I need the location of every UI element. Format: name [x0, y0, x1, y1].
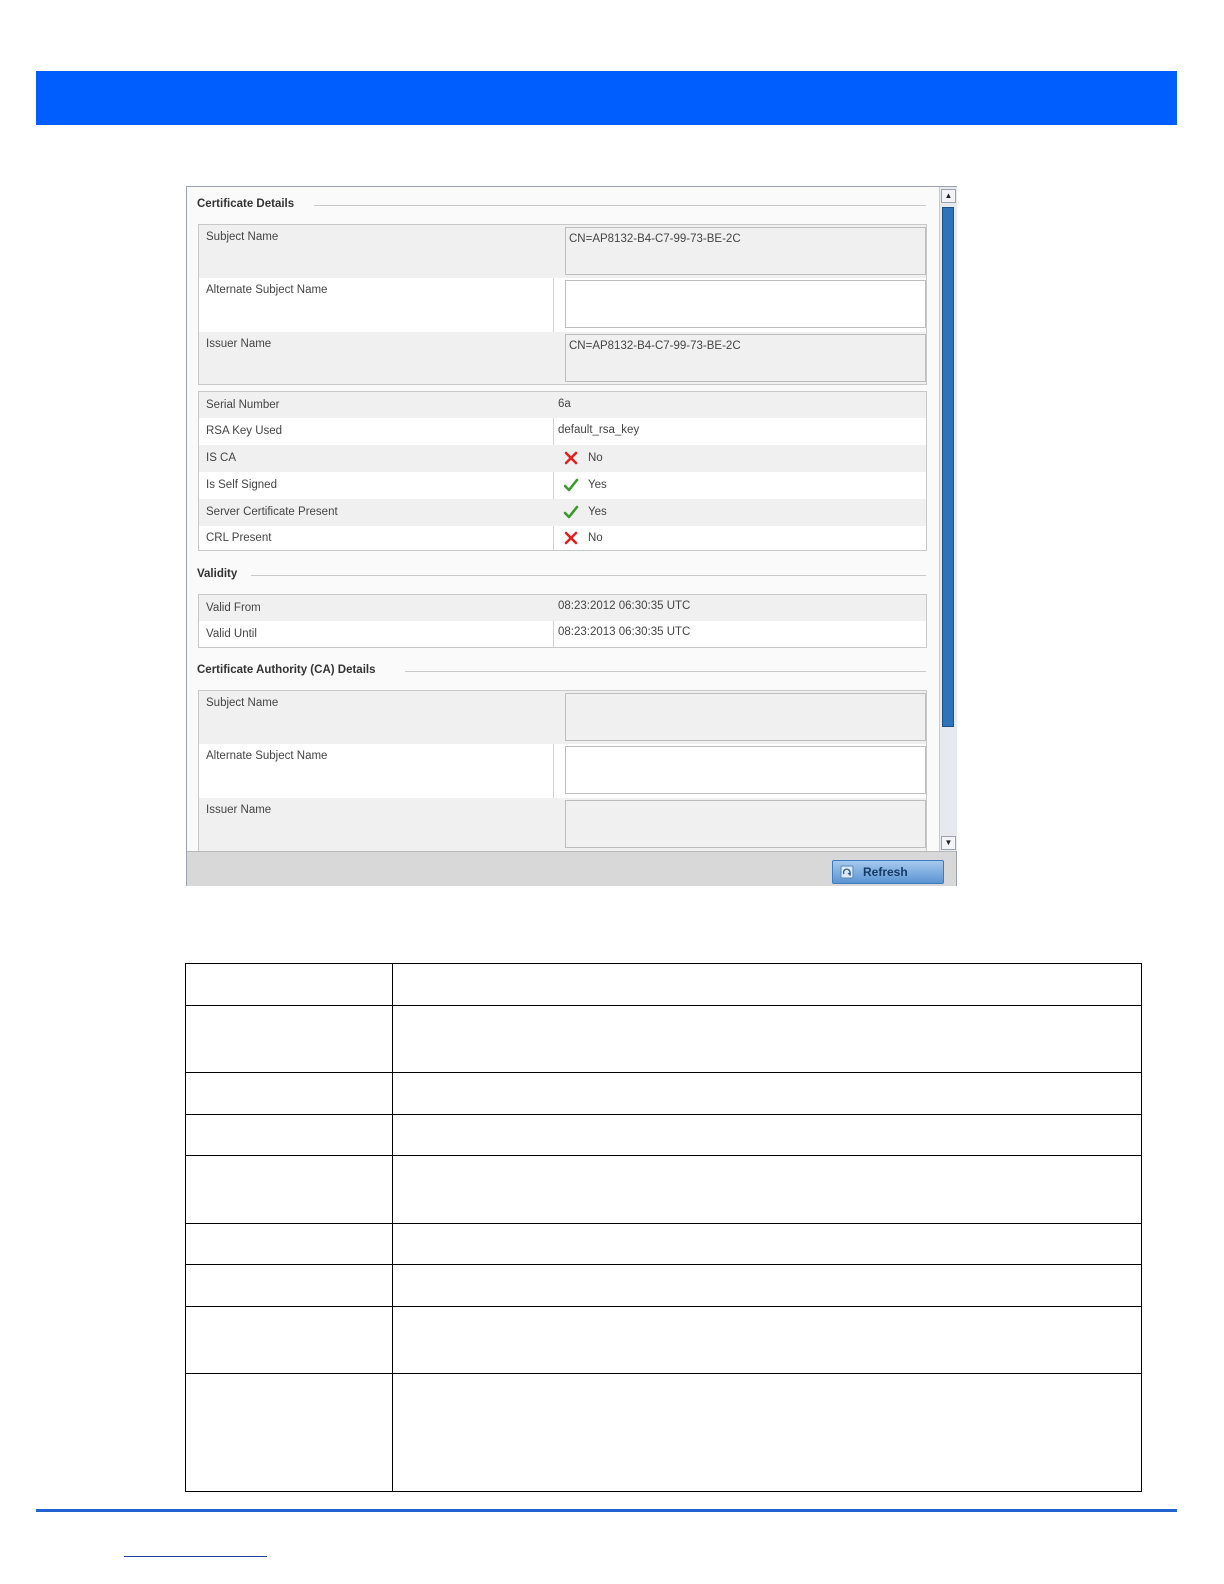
certificate-details-screen — [186, 186, 957, 886]
ca-subject-name-row — [199, 691, 926, 744]
valid-until-label: Valid Until — [206, 628, 257, 640]
ca-issuer-name-label: Issuer Name — [206, 804, 272, 816]
check-icon — [563, 477, 579, 493]
scroll-down-icon[interactable]: ▼ — [941, 836, 956, 850]
ca-alternate-subject-name-row — [199, 744, 926, 798]
subject-name-label: Subject Name — [206, 231, 279, 243]
server-certificate-label: Server Certificate Present — [206, 506, 338, 518]
table-row — [186, 1073, 1141, 1115]
serial-number-value: 6a — [558, 398, 571, 410]
certificate-names-group — [198, 224, 927, 385]
table-row — [186, 1006, 1141, 1073]
issuer-name-row — [199, 332, 926, 384]
validity-group — [198, 594, 927, 648]
alternate-subject-name-field[interactable] — [565, 280, 926, 328]
table-row — [186, 1265, 1141, 1307]
ca-issuer-name-field[interactable] — [565, 800, 926, 848]
section-title-certificate-details: Certificate Details — [197, 198, 295, 210]
section-title-validity: Validity — [197, 568, 238, 580]
section-title-ca-details: Certificate Authority (CA) Details — [197, 664, 376, 676]
is-ca-label: IS CA — [206, 452, 237, 464]
refresh-icon — [840, 865, 854, 879]
valid-from-label: Valid From — [206, 602, 261, 614]
refresh-button[interactable] — [832, 860, 944, 884]
serial-number-label: Serial Number — [206, 399, 280, 411]
page-footer-rule — [36, 1509, 1177, 1512]
table-row — [186, 1307, 1141, 1374]
ca-alternate-subject-name-field[interactable] — [565, 746, 926, 794]
crl-present-row — [199, 526, 926, 551]
table-row — [186, 1374, 1141, 1491]
rsa-key-value: default_rsa_key — [558, 424, 640, 436]
valid-from-value: 08:23:2012 06:30:35 UTC — [558, 600, 691, 612]
subject-name-row — [199, 225, 926, 278]
vertical-scrollbar[interactable] — [939, 187, 957, 851]
section-divider — [314, 205, 926, 206]
is-ca-value: No — [588, 452, 603, 464]
section-divider — [405, 671, 926, 672]
ca-subject-name-label: Subject Name — [206, 697, 279, 709]
certificate-fields-group — [198, 391, 927, 551]
valid-until-value: 08:23:2013 06:30:35 UTC — [558, 626, 691, 638]
alternate-subject-name-row — [199, 278, 926, 332]
is-self-signed-row — [199, 472, 926, 499]
cross-icon — [563, 530, 579, 546]
header-bar — [36, 71, 1177, 125]
server-certificate-value: Yes — [588, 506, 607, 518]
footer-link-underline[interactable] — [124, 1556, 267, 1557]
issuer-name-label: Issuer Name — [206, 338, 272, 350]
ca-alternate-subject-name-label: Alternate Subject Name — [206, 750, 328, 762]
issuer-name-field[interactable]: CN=AP8132-B4-C7-99-73-BE-2C — [565, 334, 926, 382]
description-table — [185, 963, 1142, 1492]
rsa-key-row — [199, 418, 926, 445]
crl-present-value: No — [588, 532, 603, 544]
section-divider — [251, 575, 926, 576]
subject-name-field[interactable]: CN=AP8132-B4-C7-99-73-BE-2C — [565, 227, 926, 275]
valid-until-row — [199, 621, 926, 647]
check-icon — [563, 504, 579, 520]
scroll-content — [187, 187, 939, 851]
table-row — [186, 1224, 1141, 1265]
is-self-signed-label: Is Self Signed — [206, 479, 277, 491]
ca-issuer-name-row — [199, 798, 926, 851]
table-row — [186, 1115, 1141, 1156]
crl-present-label: CRL Present — [206, 532, 272, 544]
is-ca-row — [199, 445, 926, 472]
server-certificate-row — [199, 499, 926, 526]
refresh-label: Refresh — [863, 865, 908, 879]
cross-icon — [563, 450, 579, 466]
alternate-subject-name-label: Alternate Subject Name — [206, 284, 328, 296]
ca-subject-name-field[interactable] — [565, 693, 926, 741]
ca-names-group — [198, 690, 927, 851]
scroll-thumb[interactable] — [942, 207, 954, 727]
rsa-key-label: RSA Key Used — [206, 425, 283, 437]
valid-from-row — [199, 595, 926, 621]
is-self-signed-value: Yes — [588, 479, 607, 491]
serial-number-row — [199, 392, 926, 418]
table-row — [186, 1156, 1141, 1224]
scroll-up-icon[interactable]: ▲ — [941, 189, 956, 203]
table-row — [186, 964, 1141, 1006]
screen-footer — [187, 851, 956, 886]
